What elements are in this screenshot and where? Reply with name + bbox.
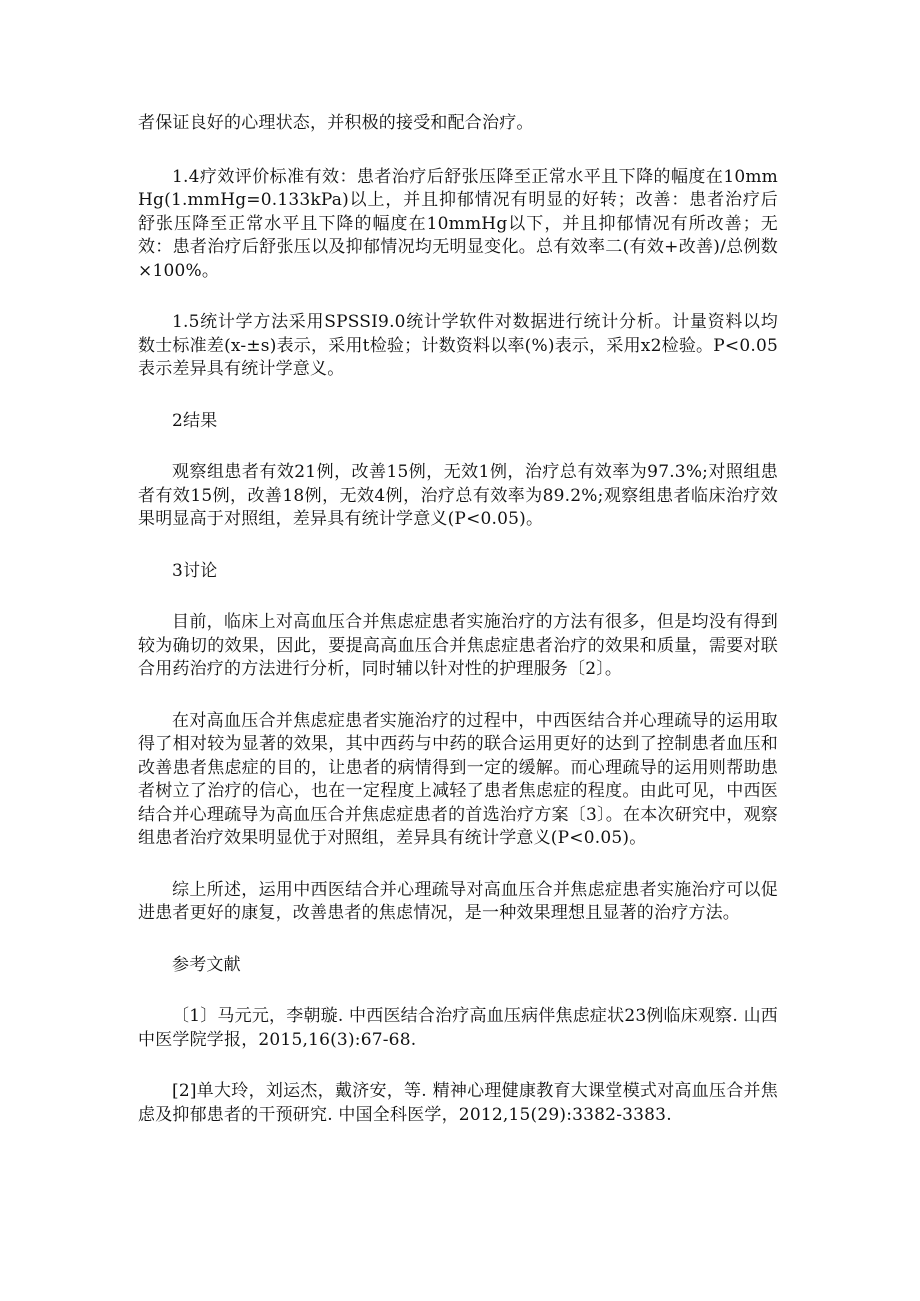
paragraph-statistical-methods: 1.5统计学方法采用SPSSI9.0统计学软件对数据进行统计分析。计量资料以均数士标准差(x-±s)表示，采用t检验；计数资料以率(%)表示，采用x2检验。P<0.05表示差异具有统计学意义。 (138, 312, 778, 379)
reference-item-2: [2]单大玲，刘运杰，戴济安，等. 精神心理健康教育大课堂模式对高血压合并焦虑及抑郁患者的干预研究. 中国全科医学，2012,15(29):3382-3383. (138, 1081, 778, 1125)
reference-item-1: 〔1〕马元元，李朝璇. 中西医结合治疗高血压病伴焦虑症状23例临床观察. 山西中医学院学报，2015,16(3):67-68. (138, 1006, 778, 1050)
paragraph-efficacy-criteria: 1.4疗效评价标准有效：患者治疗后舒张压降至正常水平且下降的幅度在10mmHg(1.mmHg=0.133kPa)以上，并且抑郁情况有明显的好转；改善：患者治疗后舒张压降至正常水平且下降的幅度在10mmHg以下，并且抑郁情况有所改善；无效：患者治疗后舒张压以及抑郁情况均无明显变化。总有效率二(有效+改善)/总例数×100%。 (138, 166, 778, 281)
section-heading-results: 2结果 (172, 410, 218, 431)
section-heading-discussion: 3讨论 (172, 560, 218, 581)
paragraph-conclusion: 综上所述，运用中西医结合并心理疏导对高血压合并焦虑症患者实施治疗可以促进患者更好的康复，改善患者的焦虑情况，是一种效果理想且显著的治疗方法。 (138, 879, 778, 923)
section-heading-references: 参考文献 (172, 954, 241, 975)
paragraph-discussion-2: 在对高血压合并焦虑症患者实施治疗的过程中，中西医结合并心理疏导的运用取得了相对较为显著的效果，其中西药与中药的联合运用更好的达到了控制患者血压和改善患者焦虑症的目的，让患者的病情得到一定的缓解。而心理疏导的运用则帮助患者树立了治疗的信心，也在一定程度上减轻了患者焦虑症的程度。由此可见，中西医结合并心理疏导为高血压合并焦虑症患者的首选治疗方案〔3〕。在本次研究中，观察组患者治疗效果明显优于对照组，差异具有统计学意义(P<0.05)。 (138, 710, 778, 848)
paragraph-discussion-1: 目前，临床上对高血压合并焦虑症患者实施治疗的方法有很多，但是均没有得到较为确切的效果，因此，要提高高血压合并焦虑症患者治疗的效果和质量，需要对联合用药治疗的方法进行分析，同时辅以针对性的护理服务〔2〕。 (138, 612, 778, 679)
document-page (138, 112, 778, 1155)
paragraph-results: 观察组患者有效21例，改善15例，无效1例，治疗总有效率为97.3%;对照组患者有效15例，改善18例，无效4例，治疗总有效率为89.2%;观察组患者临床治疗效果明显高于对照组，差异具有统计学意义(P<0.05)。 (138, 462, 778, 529)
paragraph-continuation: 者保证良好的心理状态，并积极的接受和配合治疗。 (138, 113, 534, 133)
